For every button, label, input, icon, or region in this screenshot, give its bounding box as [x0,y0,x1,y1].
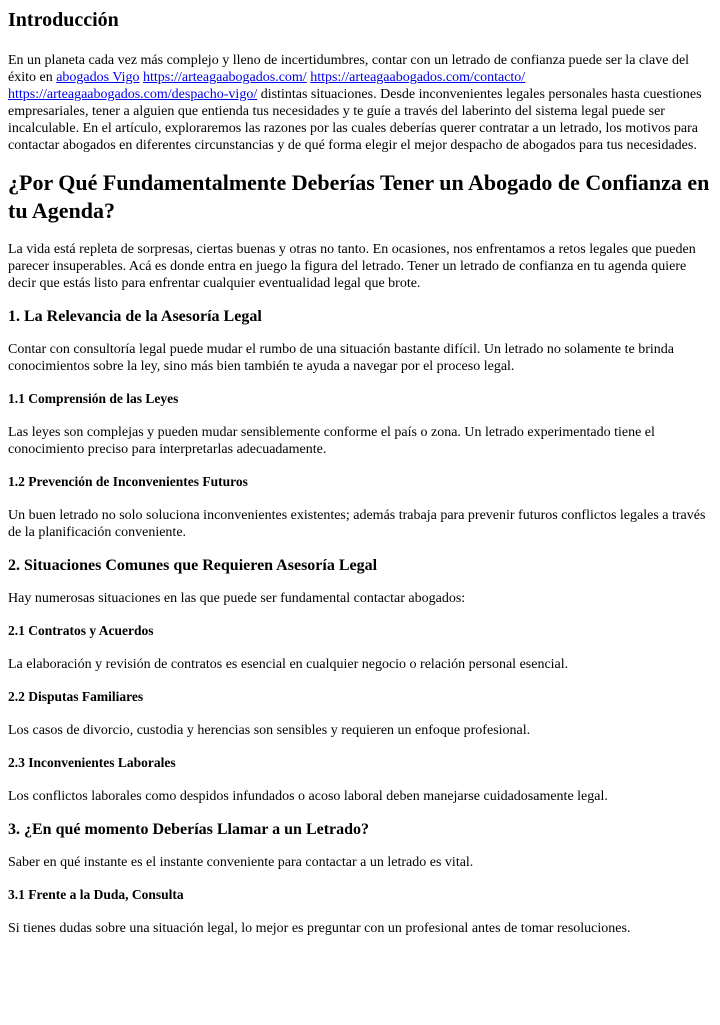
intro-heading: Introducción [8,9,119,31]
section-2-2-heading: 2.2 Disputas Familiares [8,689,144,704]
section-2-1-paragraph: La elaboración y revisión de contratos es esencial en cualquier negocio o relación personal esencial. [8,657,569,672]
section-3-paragraph: Saber en qué instante es el instante conveniente para contactar a un letrado es vital. [8,855,474,870]
link-abogados-vigo[interactable]: abogados Vigo [56,70,140,85]
section-2-heading: 2. Situaciones Comunes que Requieren Asesoría Legal [8,557,378,574]
section-3-heading: 3. ¿En qué momento Deberías Llamar a un Letrado? [8,821,370,838]
section-2-1-heading: 2.1 Contratos y Acuerdos [8,623,154,638]
section-1-paragraph: Contar con consultoría legal puede mudar el rumbo de una situación bastante difícil. Un letrado no solamente te brinda conocimientos sobre la ley, sino más bien también te ayuda a navegar por el proceso legal. [8,342,674,374]
intro-paragraph [8,52,712,154]
section-1-1-paragraph: Las leyes son complejas y pueden mudar sensiblemente conforme el país o zona. Un letrado experimentado tiene el conocimiento preciso para interpretarlas adecuadamente. [8,425,655,457]
section-1-heading: 1. La Relevancia de la Asesoría Legal [8,308,262,325]
intro-text-after: distintas situaciones. Desde inconvenientes legales personales hasta cuestiones empresariales, tener a alguien que entienda tus necesidades y te guíe a través del laberinto del sistema legal puede ser incalculable. En el artículo, exploraremos las razones por las cuales deberías querer contratar a un letrado, los motivos para contactar abogados en diferentes circunstancias y de qué forma elegir el mejor despacho de abogados para tus necesidades. [8,87,702,153]
article [0,8,720,937]
section-3-1-heading: 3.1 Frente a la Duda, Consulta [8,887,184,902]
link-contacto[interactable]: https://arteagaabogados.com/contacto/ [310,70,526,85]
section-1-2-paragraph: Un buen letrado no solo soluciona inconvenientes existentes; además trabaja para prevenir futuros conflictos legales a través de la planificación conveniente. [8,508,706,540]
intro-text-before: En un planeta cada vez más complejo y lleno de incertidumbres, contar con un letrado de confianza puede ser la clave del éxito en [8,53,690,85]
section-2-3-heading: 2.3 Inconvenientes Laborales [8,755,176,770]
link-home[interactable]: https://arteagaabogados.com/ [143,70,307,85]
link-despacho-vigo[interactable]: https://arteagaabogados.com/despacho-vigo/ [8,87,258,102]
section-1-1-heading: 1.1 Comprensión de las Leyes [8,391,179,406]
why-paragraph: La vida está repleta de sorpresas, ciertas buenas y otras no tanto. En ocasiones, nos enfrentamos a retos legales que pueden parecer insuperables. Acá es donde entra en juego la figura del letrado. Tener un letrado de confianza en tu agenda quiere decir que estás listo para enfrentar cualquier eventualidad legal que brote. [8,242,696,291]
why-heading: ¿Por Qué Fundamentalmente Deberías Tener un Abogado de Confianza en tu Agenda? [8,170,710,223]
section-2-2-paragraph: Los casos de divorcio, custodia y herencias son sensibles y requieren un enfoque profesional. [8,723,531,738]
section-3-1-paragraph: Si tienes dudas sobre una situación legal, lo mejor es preguntar con un profesional antes de tomar resoluciones. [8,921,631,936]
section-1-2-heading: 1.2 Prevención de Inconvenientes Futuros [8,474,248,489]
section-2-3-paragraph: Los conflictos laborales como despidos infundados o acoso laboral deben manejarse cuidadosamente legal. [8,789,608,804]
section-2-paragraph: Hay numerosas situaciones en las que puede ser fundamental contactar abogados: [8,591,466,606]
